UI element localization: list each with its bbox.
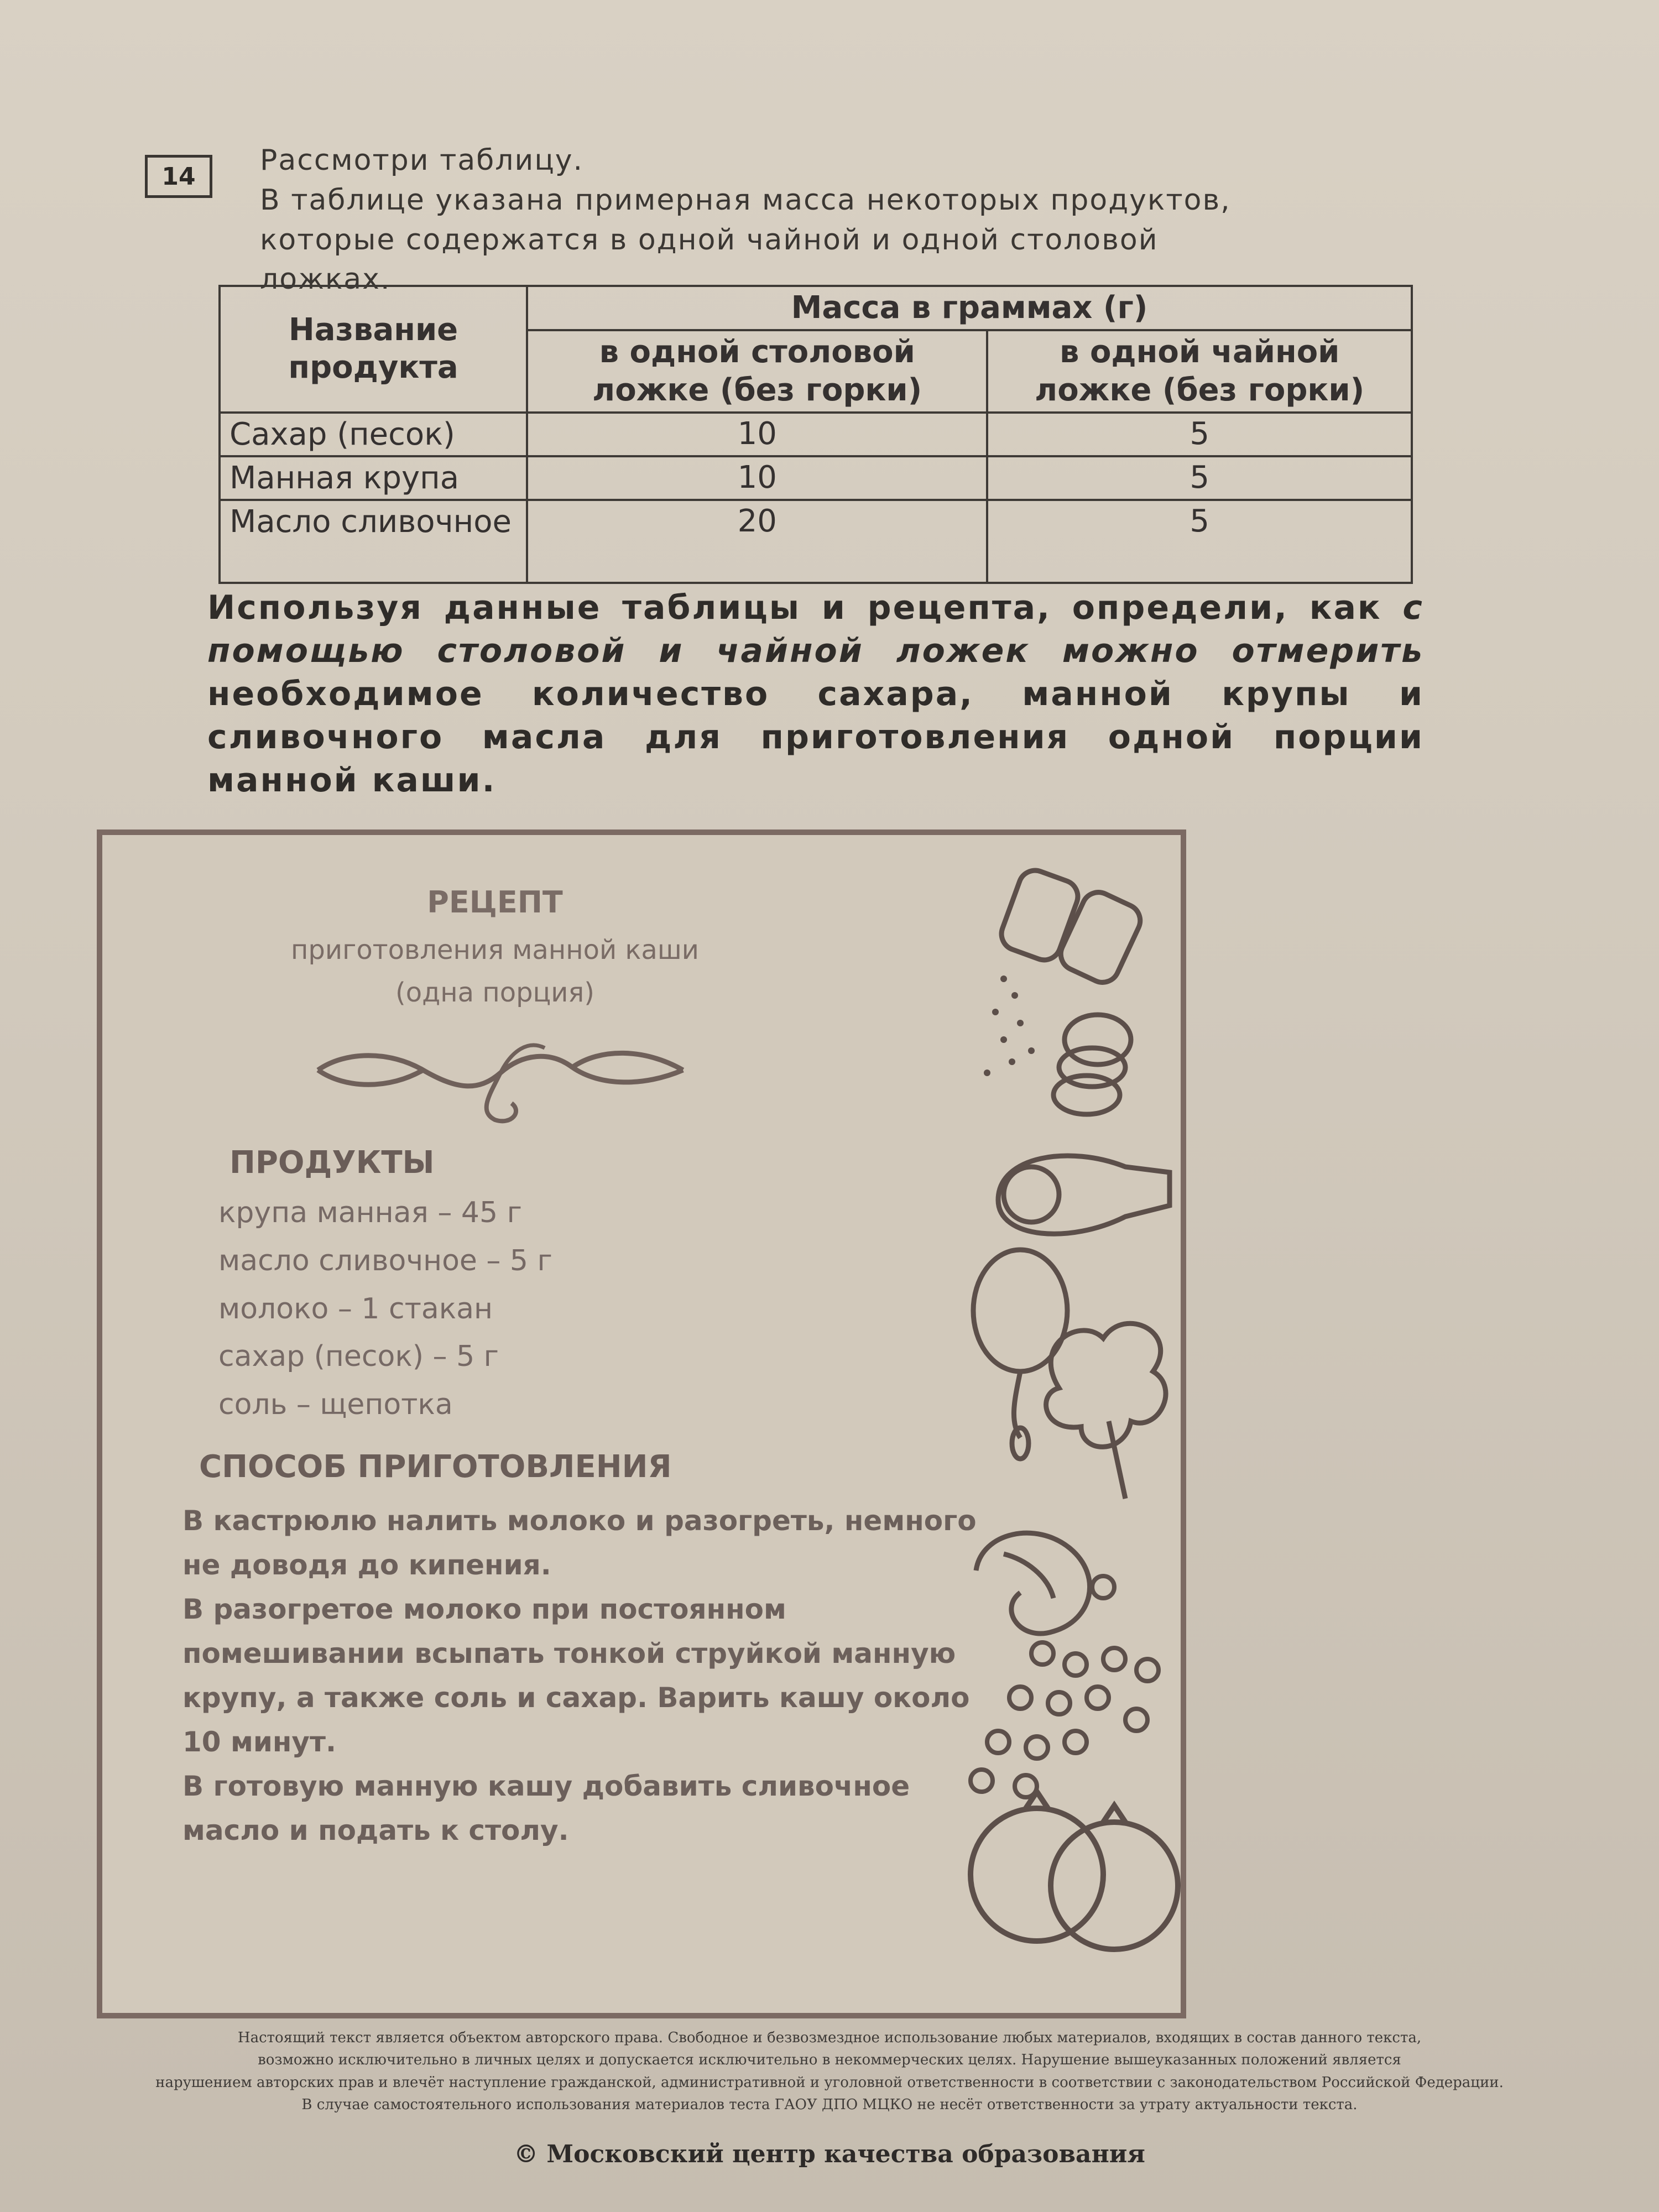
method-step: В готовую манную кашу добавить сливочное масло и подать к столу. bbox=[182, 1770, 910, 1846]
row-tablespoon: 10 bbox=[527, 413, 987, 456]
mass-table bbox=[218, 285, 1413, 584]
recipe-card bbox=[97, 830, 1186, 2018]
method-heading: СПОСОБ ПРИГОТОВЛЕНИЯ bbox=[199, 1449, 672, 1485]
footer-line: В случае самостоятельного использования материалов теста ГАОУ ДПО МЦКО не несёт ответственности за утрату актуальности текста. bbox=[301, 2096, 1358, 2113]
task-part-2: с помощью столовой и чайной ложек можно отмерить bbox=[207, 588, 1424, 670]
header-tablespoon: в одной столовой ложке (без горки) bbox=[527, 330, 987, 413]
row-name: Масло сливочное bbox=[220, 500, 527, 583]
header-mass: Масса в граммах (г) bbox=[527, 286, 1412, 330]
intro-line-2: В таблице указана примерная масса некоторых продуктов, bbox=[260, 183, 1231, 217]
question-number: 14 bbox=[145, 155, 212, 198]
header-teaspoon: в одной чайной ложке (без горки) bbox=[987, 330, 1412, 413]
broccoli-icon bbox=[1046, 1323, 1166, 1499]
intro-line-1: Рассмотри таблицу. bbox=[260, 144, 584, 177]
food-illustrations bbox=[893, 835, 1181, 1996]
recipe-subtitle bbox=[213, 929, 777, 1014]
footer-line: нарушением авторских прав и влечёт наступление гражданской, административной и уголовной ответственности в соответствии с законодательством Российской Федерации. bbox=[155, 2074, 1504, 2091]
row-tablespoon: 10 bbox=[527, 456, 987, 500]
table-row bbox=[220, 413, 1412, 456]
salt-shaker-icon bbox=[997, 866, 1146, 988]
header-product-name: Название продукта bbox=[220, 286, 527, 413]
ingredient-item: молоко – 1 стакан bbox=[218, 1292, 493, 1326]
products-heading: ПРОДУКТЫ bbox=[229, 1145, 435, 1181]
sliced-sausage-icon bbox=[1053, 1015, 1131, 1114]
ingredient-item: сахар (песок) – 5 г bbox=[218, 1340, 499, 1374]
method-step: В кастрюлю налить молоко и разогреть, немного не доводя до кипения. bbox=[182, 1505, 977, 1581]
intro-line-3: которые содержатся в одной чайной и одной столовой bbox=[260, 223, 1159, 257]
row-tablespoon: 20 bbox=[527, 500, 987, 583]
row-teaspoon: 5 bbox=[987, 413, 1412, 456]
method-step: В разогретое молоко при постоянном помешивании всыпать тонкой струйкой манную крупу, а также соль и сахар. Варить кашу около 10 минут. bbox=[182, 1593, 970, 1758]
tomato-icon bbox=[971, 1792, 1178, 1949]
ornament-divider-icon bbox=[312, 1018, 688, 1128]
recipe-subtitle-1: приготовления манной каши bbox=[291, 935, 699, 966]
copyright-line: © Московский центр качества образования bbox=[514, 2140, 1145, 2168]
shrimp-icon bbox=[976, 1533, 1090, 1634]
peas-icon bbox=[971, 1576, 1159, 1797]
ingredients-list bbox=[218, 1189, 552, 1429]
ingredient-item: соль – щепотка bbox=[218, 1388, 453, 1422]
table-row bbox=[220, 456, 1412, 500]
row-teaspoon: 5 bbox=[987, 456, 1412, 500]
intro-line-4: ложках. bbox=[260, 263, 391, 296]
table-header-row bbox=[220, 286, 1412, 330]
footer-line: возможно исключительно в личных целях и допускается исключительно в некоммерческих целях. Нарушение вышеуказанных положений является bbox=[258, 2052, 1401, 2069]
ham-icon bbox=[998, 1156, 1170, 1234]
footer-line: Настоящий текст является объектом авторского права. Свободное и безвозмездное использование любых материалов, входящих в состав данного текста, bbox=[237, 2030, 1422, 2046]
task-part-1: Используя данные таблицы и рецепта, определи, как bbox=[207, 588, 1382, 627]
row-name: Сахар (песок) bbox=[220, 413, 527, 456]
salt-grains-icon bbox=[984, 975, 1035, 1076]
recipe-subtitle-2: (одна порция) bbox=[395, 977, 595, 1008]
method-text bbox=[182, 1499, 984, 1853]
copyright-notice bbox=[72, 2027, 1587, 2116]
table-row bbox=[220, 500, 1412, 583]
row-name: Манная крупа bbox=[220, 456, 527, 500]
row-teaspoon: 5 bbox=[987, 500, 1412, 583]
task-part-3: необходимое количество сахара, манной крупы и сливочного масла для приготовления одной порции манной каши. bbox=[207, 675, 1424, 800]
ingredient-item: масло сливочное – 5 г bbox=[218, 1244, 552, 1277]
task-text bbox=[207, 586, 1424, 802]
question-intro bbox=[260, 141, 1366, 300]
recipe-title: РЕЦЕПТ bbox=[427, 885, 563, 920]
ingredient-item: крупа манная – 45 г bbox=[218, 1196, 522, 1229]
